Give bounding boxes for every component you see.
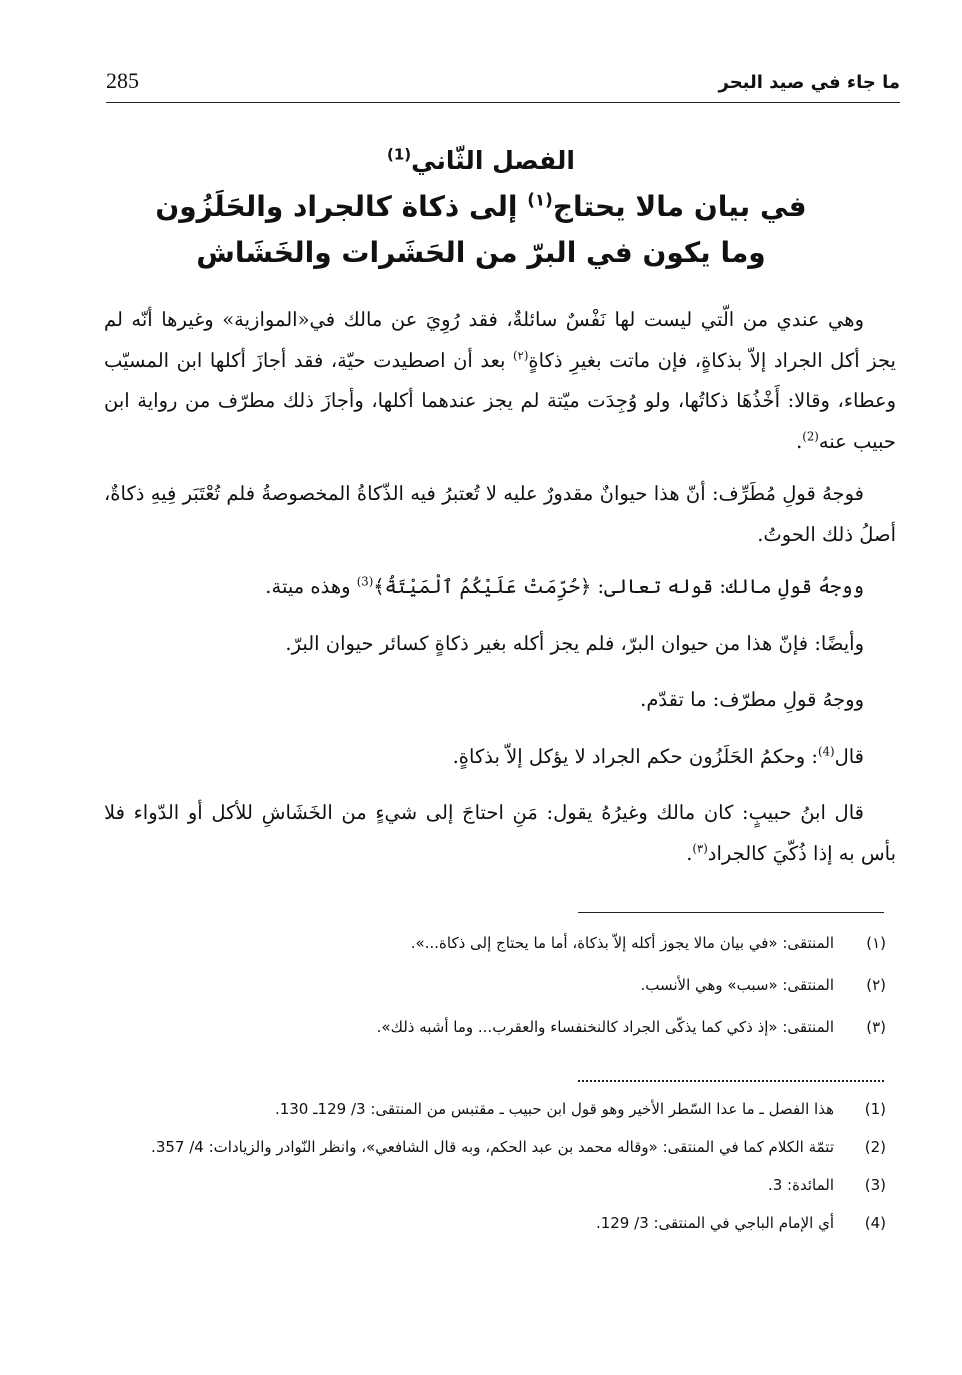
footnote-separator-dotted	[578, 1080, 884, 1082]
footnote-ref: (4)	[818, 744, 835, 758]
paragraph-4: وأيضًا: فإنّ هذا من حيوان البرّ، فلم يجز أكله بغير ذكاةٍ كسائر حيوان البرّ.	[285, 631, 864, 655]
text-run: ووجهُ قولِ مالك: قوله تعالى:	[591, 575, 864, 598]
footnote-ref: (٣)	[692, 841, 708, 855]
footnote-item	[104, 1132, 890, 1162]
page-number: 285	[106, 68, 139, 93]
chapter-subtitle-line-1	[100, 184, 862, 230]
subtitle-text-a: في بيان مالا يحتاج	[552, 190, 807, 223]
chapter-title	[100, 138, 862, 184]
original-footnotes	[104, 928, 890, 1054]
footnote-text: المائدة: 3.	[767, 1176, 834, 1194]
footnote-text: المنتقى: «في بيان مالا يجوز أكله إلاّ بذكاة، أما ما يحتاج إلى ذكاة...».	[410, 934, 834, 952]
text-run: وهذه ميتة.	[265, 575, 357, 598]
text-run: .	[796, 429, 803, 453]
paragraph-3	[104, 567, 896, 608]
footnote-text: المنتقى: «سبب» وهي الأنسب.	[640, 976, 834, 994]
footnote-text: هذا الفصل ـ ما عدا السّطر الأخير وهو قول ابن حبيب ـ مقتبس من المنتقى: 3/ 129ـ 130.	[274, 1100, 834, 1118]
footnote-item	[104, 1170, 890, 1200]
footnote-item	[104, 1208, 890, 1238]
footnote-number: (١)	[866, 934, 886, 952]
footnote-item	[104, 970, 890, 1000]
main-text	[104, 300, 896, 886]
footnote-number: (٣)	[866, 1018, 886, 1036]
chapter-title-text: الفصل الثّاني	[411, 146, 575, 175]
footnote-ref: (٢)	[513, 348, 529, 362]
paragraph-1	[104, 300, 896, 462]
footnote-number: (٢)	[866, 976, 886, 994]
footnote-item	[104, 928, 890, 958]
paragraph-2: فوجهُ قولِ مُطَرِّف: أنّ هذا حيوانٌ مقدورٌ عليه لا تُعتبرُ فيه الذّكاةُ المخصوصةُ فلم تُعْتَبَر فِيهِ ذكاةٌ، أصلُ ذلك الحوتُ.	[104, 482, 896, 546]
paragraph-5: ووجهُ قولِ مطرّف: ما تقدّم.	[640, 688, 864, 711]
text-run: .	[686, 841, 693, 865]
footnote-number: (1)	[864, 1100, 886, 1118]
footnote-ref: (3)	[356, 574, 374, 589]
footnote-item	[104, 1094, 890, 1124]
text-run: : وحكمُ الحَلَزُون حكم الجراد لا يؤكل إلاّ بذكاةٍ.	[452, 744, 818, 768]
text-run: بعد أن اصطيدت حيّة، فقد أجازَ أكلها ابن المسيّب وعطاء، وقالا: أَخْذُهَا ذكاتُها، ولو وُجِدَت ميّتة لم يجز عندهما أكلها، وأجازَ ذلك مطرّف من رواية ابن حبيب عنه	[104, 348, 896, 453]
footnote-item	[104, 1012, 890, 1042]
running-title: ما جاء في صيد البحر	[718, 72, 900, 93]
footnote-separator	[578, 912, 884, 913]
footnote-ref: (1)	[387, 145, 412, 164]
quran-verse: ﴿حُرِّمَتْ عَلَيْكُمُ ٱلْمَيْتَةُ﴾	[373, 575, 592, 598]
text-run: قال	[834, 744, 864, 768]
footnote-number: (2)	[864, 1138, 886, 1156]
text-run: قال ابنُ حبيبٍ: كان مالك وغيرُهُ يقول: مَنِ احتاجَ إلى شيءٍ من الخَشَاشِ للأكل أو الدّواء فلا بأس به إذا ذُكّيَ كالجراد	[104, 801, 896, 865]
editor-footnotes	[104, 1094, 890, 1246]
footnote-text: أي الإمام الباجي في المنتقى: 3/ 129.	[595, 1214, 834, 1232]
footnote-number: (4)	[864, 1214, 886, 1232]
footnote-text: تتمّة الكلام كما في المنتقى: «وقاله محمد بن عبد الحكم، وبه قال الشافعي»، وانظر النّوادر والزيادات: 4/ 357.	[151, 1138, 834, 1156]
footnote-ref: (2)	[802, 429, 819, 443]
paragraph-7	[104, 793, 896, 874]
footnote-text: المنتقى: «إذ ذكي كما يذكّى الجراد كالنخنفساء والعقرب... وما أشبه ذلك».	[376, 1018, 834, 1036]
chapter-heading	[100, 138, 862, 276]
text-run: وهي عندي من الّتي ليست لها نَفْسٌ سائلةٌ، فقد رُوِيَ عن مالك في«الموازية» وغيرها أنّه لم يجز أكل الجراد إلاّ بذكاةٍ، فإن ماتت بغيرِ ذكاةٍ	[104, 308, 896, 372]
subtitle-text-b: إلى ذكاة كالجراد والحَلَزُون	[155, 190, 528, 223]
chapter-subtitle-line-2: وما يكون في البرّ من الحَشَرات والخَشَاش	[196, 236, 766, 269]
running-header	[106, 66, 900, 103]
footnote-ref: (١)	[527, 189, 553, 210]
footnote-number: (3)	[864, 1176, 886, 1194]
paragraph-6	[104, 737, 896, 778]
